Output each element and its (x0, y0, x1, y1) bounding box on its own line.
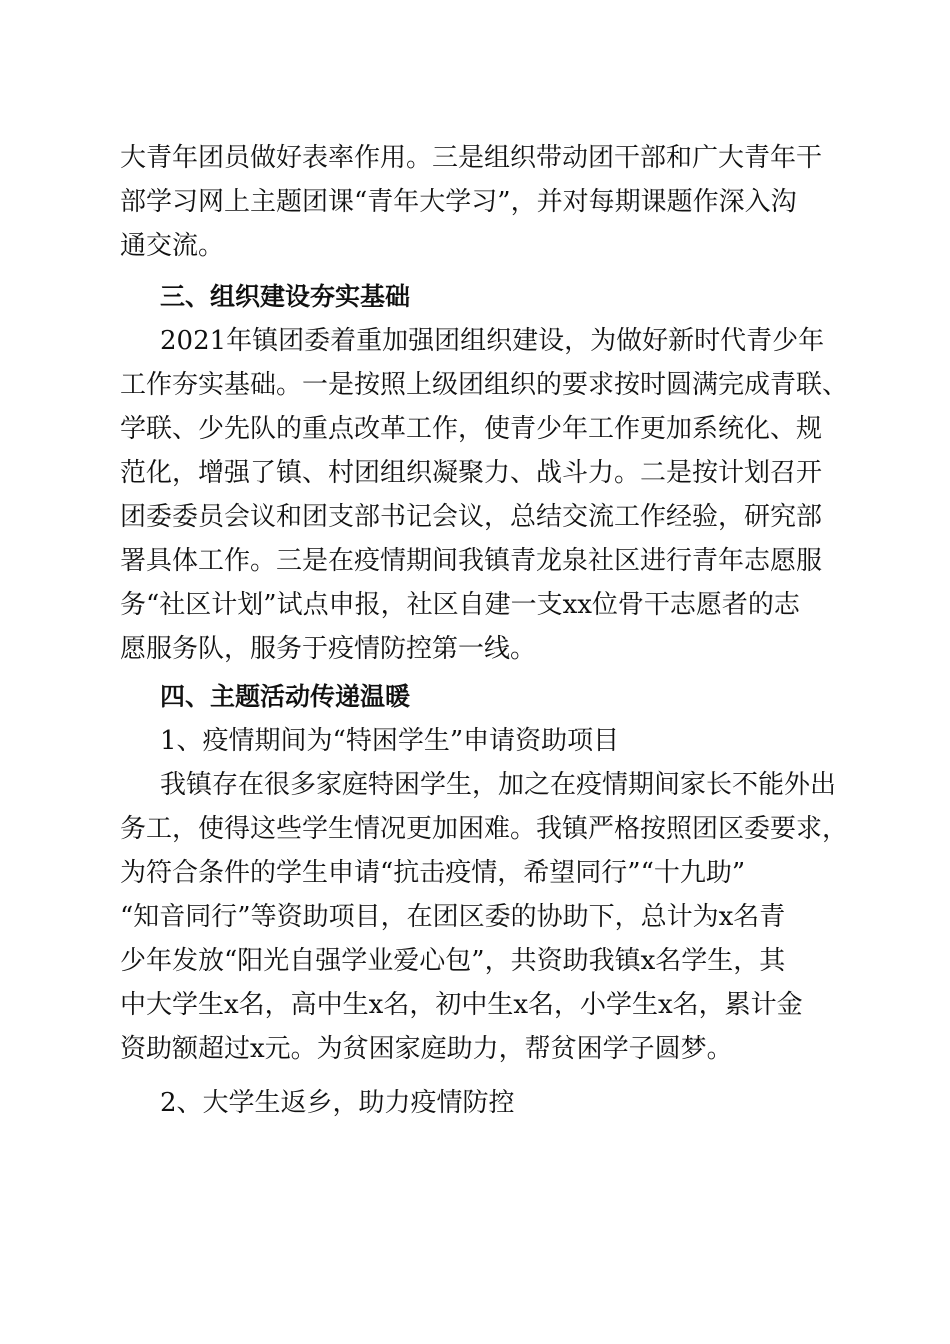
body-text-line: 2021年镇团委着重加强团组织建设，为做好新时代青少年 (160, 326, 825, 356)
body-text-line: 愿服务队，服务于疫情防控第一线。 (120, 634, 537, 664)
body-text-line: 团委委员会议和团支部书记会议，总结交流工作经验，研究部 (120, 502, 823, 532)
body-text-line: 我镇存在很多家庭特困学生，加之在疫情期间家长不能外出 (160, 770, 837, 800)
body-text-line: 少年发放“阳光自强学业爱心包”，共资助我镇x名学生，其 (120, 946, 786, 976)
body-text-line: 务工，使得这些学生情况更加困难。我镇严格按照团区委要求， (120, 814, 849, 844)
body-text-line: 通交流。 (120, 231, 225, 261)
body-text-line: 工作夯实基础。一是按照上级团组织的要求按时圆满完成青联、 (120, 370, 849, 400)
body-text-line: 务“社区计划”试点申报，社区自建一支xx位骨干志愿者的志 (120, 590, 800, 620)
body-text-line: 部学习网上主题团课“青年大学习”，并对每期课题作深入沟 (120, 187, 797, 217)
body-text-line: 署具体工作。三是在疫情期间我镇青龙泉社区进行青年志愿服 (120, 546, 823, 576)
body-text-line: 资助额超过x元。为贫困家庭助力，帮贫困学子圆梦。 (120, 1034, 733, 1064)
section-heading-3: 三、组织建设夯实基础 (160, 282, 411, 311)
body-text-line: “知音同行”等资助项目，在团区委的协助下，总计为x名青 (120, 902, 786, 932)
section-heading-4: 四、主题活动传递温暖 (160, 682, 411, 711)
body-text-line: 中大学生x名，高中生x名，初中生x名，小学生x名，累计金 (120, 990, 803, 1020)
body-text-line: 大青年团员做好表率作用。三是组织带动团干部和广大青年干 (120, 143, 823, 173)
body-text-line: 范化，增强了镇、村团组织凝聚力、战斗力。二是按计划召开 (120, 458, 823, 488)
subheading-1: 1、疫情期间为“特困学生”申请资助项目 (160, 726, 620, 756)
subheading-2: 2、大学生返乡，助力疫情防控 (160, 1088, 515, 1118)
body-text-line: 学联、少先队的重点改革工作，使青少年工作更加系统化、规 (120, 414, 823, 444)
body-text-line: 为符合条件的学生申请“抗击疫情，希望同行”“十九助” (120, 858, 746, 888)
